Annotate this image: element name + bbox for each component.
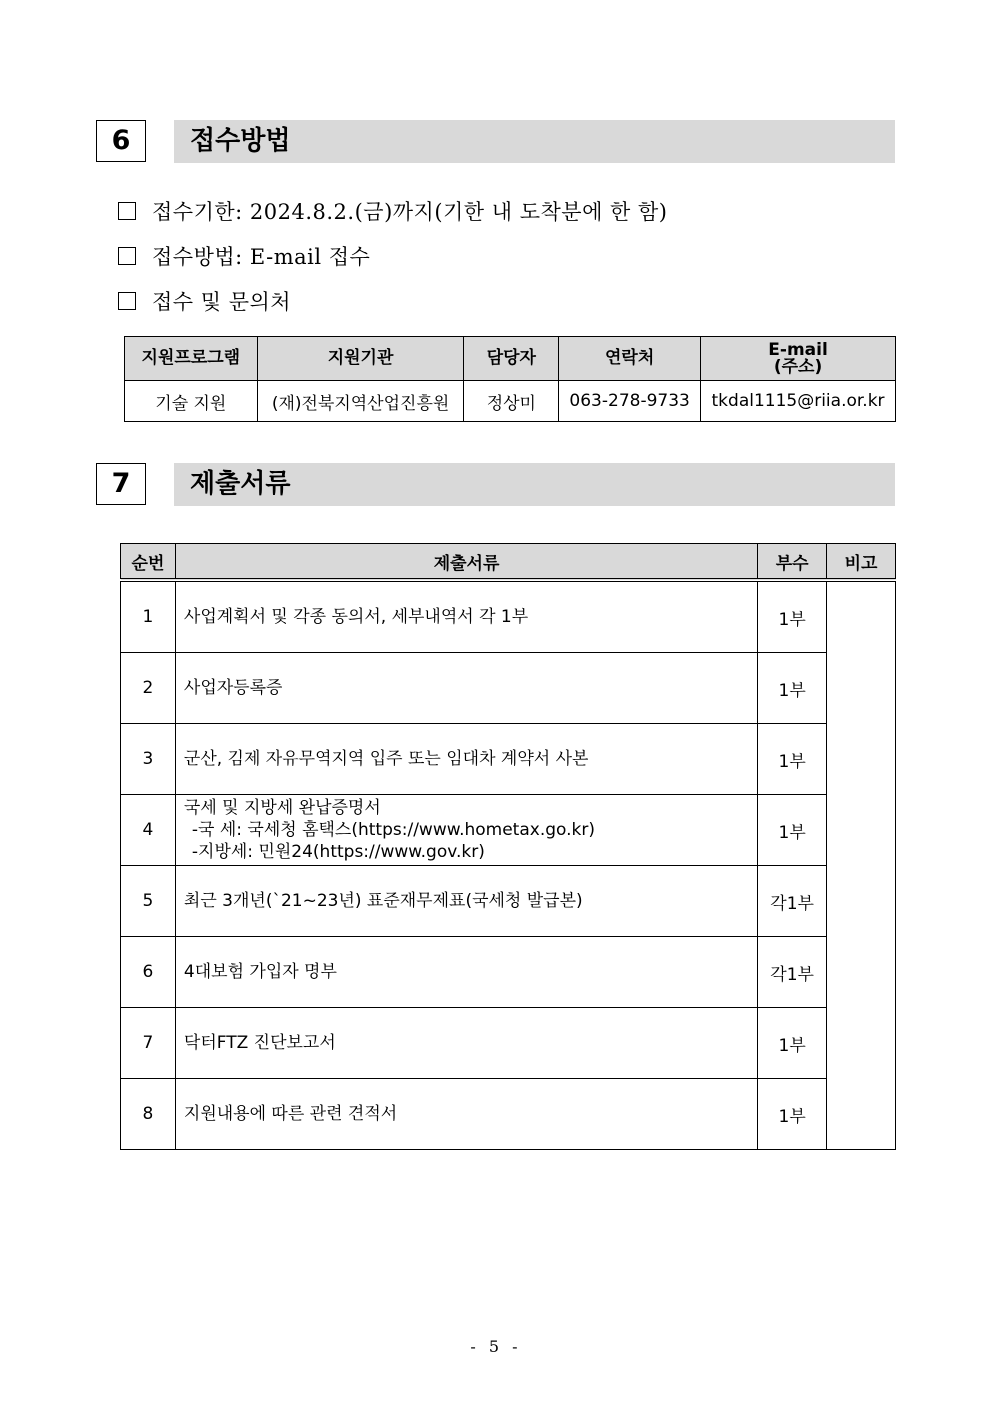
cell-document: 사업자등록증: [175, 653, 757, 724]
cell-phone: 063-278-9733: [559, 381, 701, 422]
contact-table: [124, 336, 896, 422]
cell-agency: (재)전북지역산업진흥원: [257, 381, 464, 422]
cell-person: 정상미: [464, 381, 559, 422]
cell-no: 4: [121, 795, 176, 866]
header-person: 담당자: [464, 337, 559, 381]
table-row: [121, 866, 896, 937]
cell-copies: 각1부: [758, 866, 827, 937]
table-row: [121, 795, 896, 866]
table-header-row: [125, 337, 896, 381]
checkbox-icon: [118, 247, 136, 265]
bullet-contact: [118, 286, 291, 316]
cell-no: 3: [121, 724, 176, 795]
table-row: [121, 1079, 896, 1150]
section-7-header: [96, 463, 896, 507]
cell-copies: 각1부: [758, 937, 827, 1008]
table-row: [125, 381, 896, 422]
bullet-method: [118, 241, 370, 271]
document-title: 국세 및 지방세 완납증명서: [183, 798, 381, 818]
header-program: 지원프로그램: [125, 337, 258, 381]
checkbox-icon: [118, 202, 136, 220]
header-email-line2: (주소): [773, 356, 823, 377]
bullet-text: 접수방법: E-mail 접수: [152, 245, 371, 269]
bullet-text: 접수 및 문의처: [152, 290, 292, 314]
header-email: [701, 337, 896, 381]
cell-copies: 1부: [758, 795, 827, 866]
table-row: [121, 580, 896, 653]
table-header-row: [121, 544, 896, 581]
documents-table: [120, 543, 896, 1150]
cell-document: 사업계획서 및 각종 동의서, 세부내역서 각 1부: [175, 580, 757, 653]
bullet-deadline: [118, 196, 668, 226]
cell-copies: 1부: [758, 580, 827, 653]
section-title: 접수방법: [174, 120, 895, 163]
header-document: 제출서류: [175, 544, 757, 581]
table-row: [121, 937, 896, 1008]
header-email-line1: E-mail: [768, 339, 828, 360]
section-6-header: [96, 120, 896, 164]
header-copies: 부수: [758, 544, 827, 581]
cell-no: 7: [121, 1008, 176, 1079]
table-row: [121, 1008, 896, 1079]
header-phone: 연락처: [559, 337, 701, 381]
document-subline-local: -지방세: 민원24(https://www.gov.kr): [191, 842, 485, 862]
cell-copies: 1부: [758, 724, 827, 795]
header-remarks: 비고: [827, 544, 896, 581]
cell-copies: 1부: [758, 653, 827, 724]
cell-document: 4대보험 가입자 명부: [175, 937, 757, 1008]
section-number: 7: [96, 463, 146, 505]
cell-copies: 1부: [758, 1079, 827, 1150]
table-row: [121, 653, 896, 724]
cell-copies: 1부: [758, 1008, 827, 1079]
cell-remarks: [827, 580, 896, 1150]
section-number: 6: [96, 120, 146, 162]
table-row: [121, 724, 896, 795]
cell-document: 닥터FTZ 진단보고서: [175, 1008, 757, 1079]
section-title: 제출서류: [174, 463, 895, 506]
cell-no: 1: [121, 580, 176, 653]
cell-no: 8: [121, 1079, 176, 1150]
header-agency: 지원기관: [257, 337, 464, 381]
cell-document: [175, 795, 757, 866]
cell-no: 5: [121, 866, 176, 937]
cell-no: 2: [121, 653, 176, 724]
page-number: - 5 -: [470, 1337, 522, 1356]
document-subline-national: -국 세: 국세청 홈택스(https://www.hometax.go.kr): [191, 820, 595, 840]
cell-document: 지원내용에 따른 관련 견적서: [175, 1079, 757, 1150]
cell-document: 최근 3개년(`21~23년) 표준재무제표(국세청 발급본): [175, 866, 757, 937]
cell-program: 기술 지원: [125, 381, 258, 422]
cell-no: 6: [121, 937, 176, 1008]
cell-email: tkdal1115@riia.or.kr: [701, 381, 896, 422]
cell-document: 군산, 김제 자유무역지역 입주 또는 임대차 계약서 사본: [175, 724, 757, 795]
checkbox-icon: [118, 292, 136, 310]
bullet-text: 접수기한: 2024.8.2.(금)까지(기한 내 도착분에 한 함): [152, 200, 668, 224]
header-no: 순번: [121, 544, 176, 581]
